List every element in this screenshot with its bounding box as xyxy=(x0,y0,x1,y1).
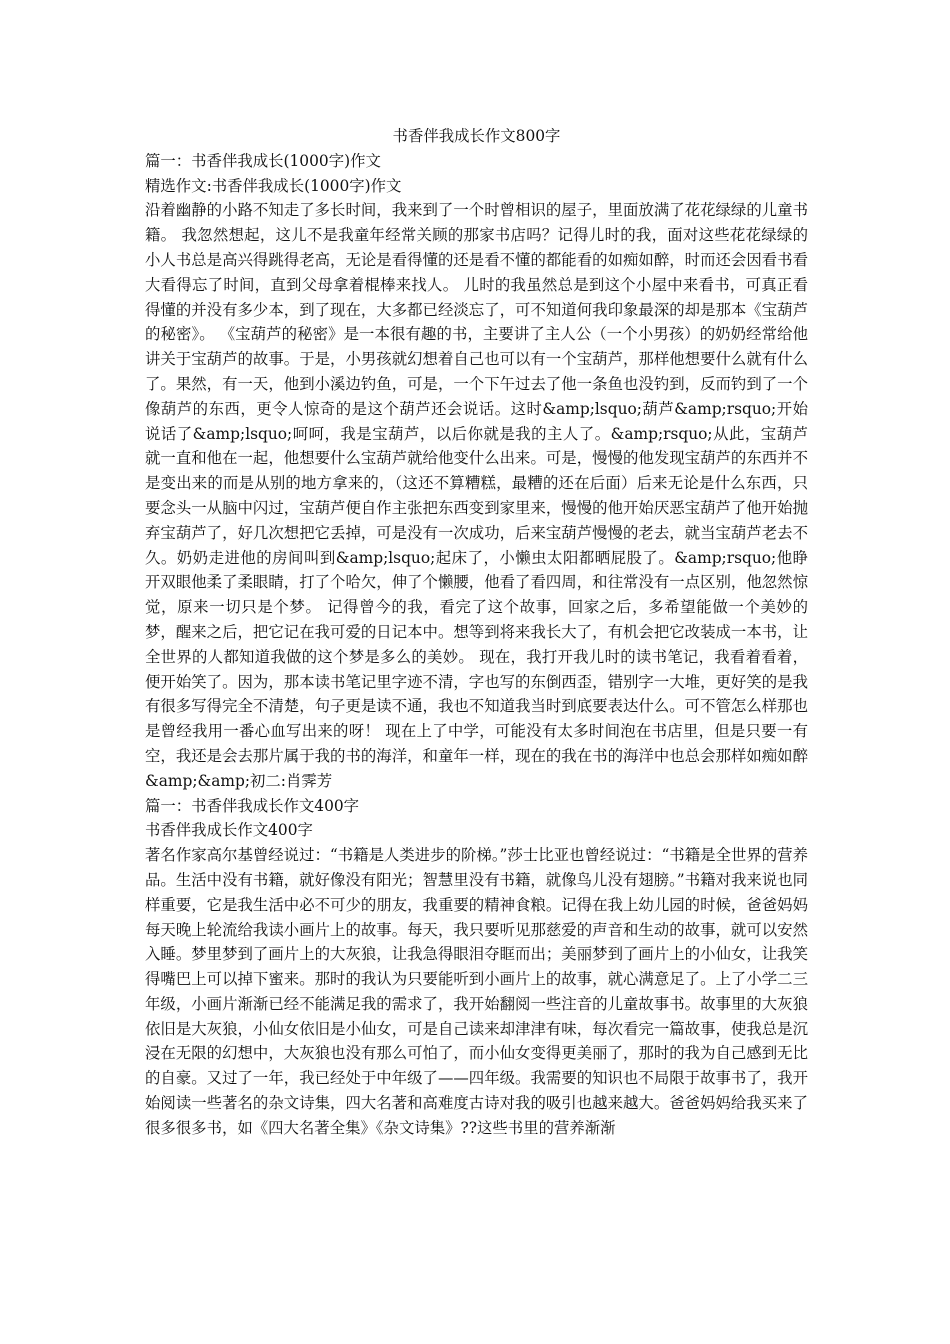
document-title: 书香伴我成长作文800字 xyxy=(392,127,561,145)
document-body xyxy=(145,124,808,1141)
section-heading: 篇一：书香伴我成长(1000字)作文 xyxy=(145,151,381,170)
essay-paragraph: 著名作家高尔基曾经说过：“书籍是人类进步的阶梯。”莎士比亚也曾经说过：“书籍是全世界的营养品。生活中没有书籍，就好像没有阳光；智慧里没有书籍，就像鸟儿没有翅膀。”书籍对我来说也同样重要，它是我生活中必不可少的朋友，我重要的精神食粮。记得在我上幼儿园的时候，爸爸妈妈每天晚上轮流给我读小画片上的故事。每天，我只要听见那慈爱的声音和生动的故事，就可以安然入睡。梦里梦到了画片上的大灰狼，让我急得眼泪夺眶而出；美丽梦到了画片上的小仙女，让我笑得嘴巴上可以掉下蜜来。那时的我认为只要能听到小画片上的故事，就心满意足了。上了小学二三年级，小画片渐渐已经不能满足我的需求了，我开始翻阅一些注音的儿童故事书。故事里的大灰狼依旧是大灰狼，小仙女依旧是小仙女，可是自己读来却津津有味，每次看完一篇故事，使我总是沉浸在无限的幻想中，大灰狼也没有那么可怕了，而小仙女变得更美丽了，那时的我为自己感到无比的自豪。又过了一年，我已经处于中年级了——四年级。我需要的知识也不局限于故事书了，我开始阅读一些著名的杂文诗集，四大名著和高难度古诗对我的吸引也越来越大。爸爸妈妈给我买来了很多很多书，如《四大名著全集》《杂文诗集》??这些书里的营养渐渐 xyxy=(145,846,808,1137)
section-subheading: 书香伴我成长作文400字 xyxy=(145,821,313,840)
section-subheading: 精选作文:书香伴我成长(1000字)作文 xyxy=(145,176,402,195)
essay-paragraph: 沿着幽静的小路不知走了多长时间，我来到了一个时曾相识的屋子，里面放满了花花绿绿的儿童书籍。 我忽然想起，这儿不是我童年经常关顾的那家书店吗？记得儿时的我，面对这些花花绿绿的小人书总是高兴得跳得老高，无论是看得懂的还是看不懂的都能看的如痴如醉，时而还会因看书看大看得忘了时间，直到父母拿着棍棒来找人。 儿时的我虽然总是到这个小屋中来看书，可真正看得懂的并没有多少本，到了现在，大多都已经淡忘了，可不知道何我印象最深的却是那本《宝葫芦的秘密》。 《宝葫芦的秘密》是一本很有趣的书，主要讲了主人公（一个小男孩）的奶奶经常给他讲关于宝葫芦的故事。于是，小男孩就幻想着自己也可以有一个宝葫芦，那样他想要什么就有什么了。果然，有一天，他到小溪边钓鱼，可是，一个下午过去了他一条鱼也没钓到，反而钓到了一个像葫芦的东西，更令人惊奇的是这个葫芦还会说话。这时&amp;lsquo;葫芦&amp;rsquo;开始说话了&amp;lsquo;呵呵，我是宝葫芦，以后你就是我的主人了。&amp;rsquo;从此，宝葫芦就一直和他在一起，他想要什么宝葫芦就给他变什么出来。可是，慢慢的他发现宝葫芦的东西并不是变出来的而是从别的地方拿来的，（这还不算糟糕，最糟的还在后面）后来无论是什么东西，只要念头一从脑中闪过，宝葫芦便自作主张把东西变到家里来，慢慢的他开始厌恶宝葫芦了他开始抛弃宝葫芦了，好几次想把它丢掉，可是没有一次成功，后来宝葫芦慢慢的老去，就当宝葫芦老去不久。奶奶走进他的房间叫到&amp;lsquo;起床了，小懒虫太阳都晒屁股了。&amp;rsquo;他睁开双眼他柔了柔眼睛，打了个哈欠，伸了个懒腰，他看了看四周，和往常没有一点区别，他忽然惊觉，原来一切只是个梦。 记得曾今的我，看完了这个故事，回家之后，多希望能做一个美妙的梦，醒来之后，把它记在我可爱的日记本中。想等到将来我长大了，有机会把它改装成一本书，让全世界的人都知道我做的这个梦是多么的美妙。 现在，我打开我儿时的读书笔记，我看着看着，便开始笑了。因为，那本读书笔记里字迹不清，字也写的东倒西歪，错别字一大堆，更好笑的是我有很多写得完全不清楚，句子更是读不通，我也不知道我当时到底要表达什么。可不管怎么样那也是曾经我用一番心血写出来的呀！ 现在上了中学，可能没有太多时间泡在书店里，但是只要一有空，我还是会去那片属于我的书的海洋，和童年一样，现在的我在书的海洋中也总会那样如痴如醉&amp;&amp;初二:肖霁芳 xyxy=(145,201,808,790)
section-heading: 篇一：书香伴我成长作文400字 xyxy=(145,796,360,815)
